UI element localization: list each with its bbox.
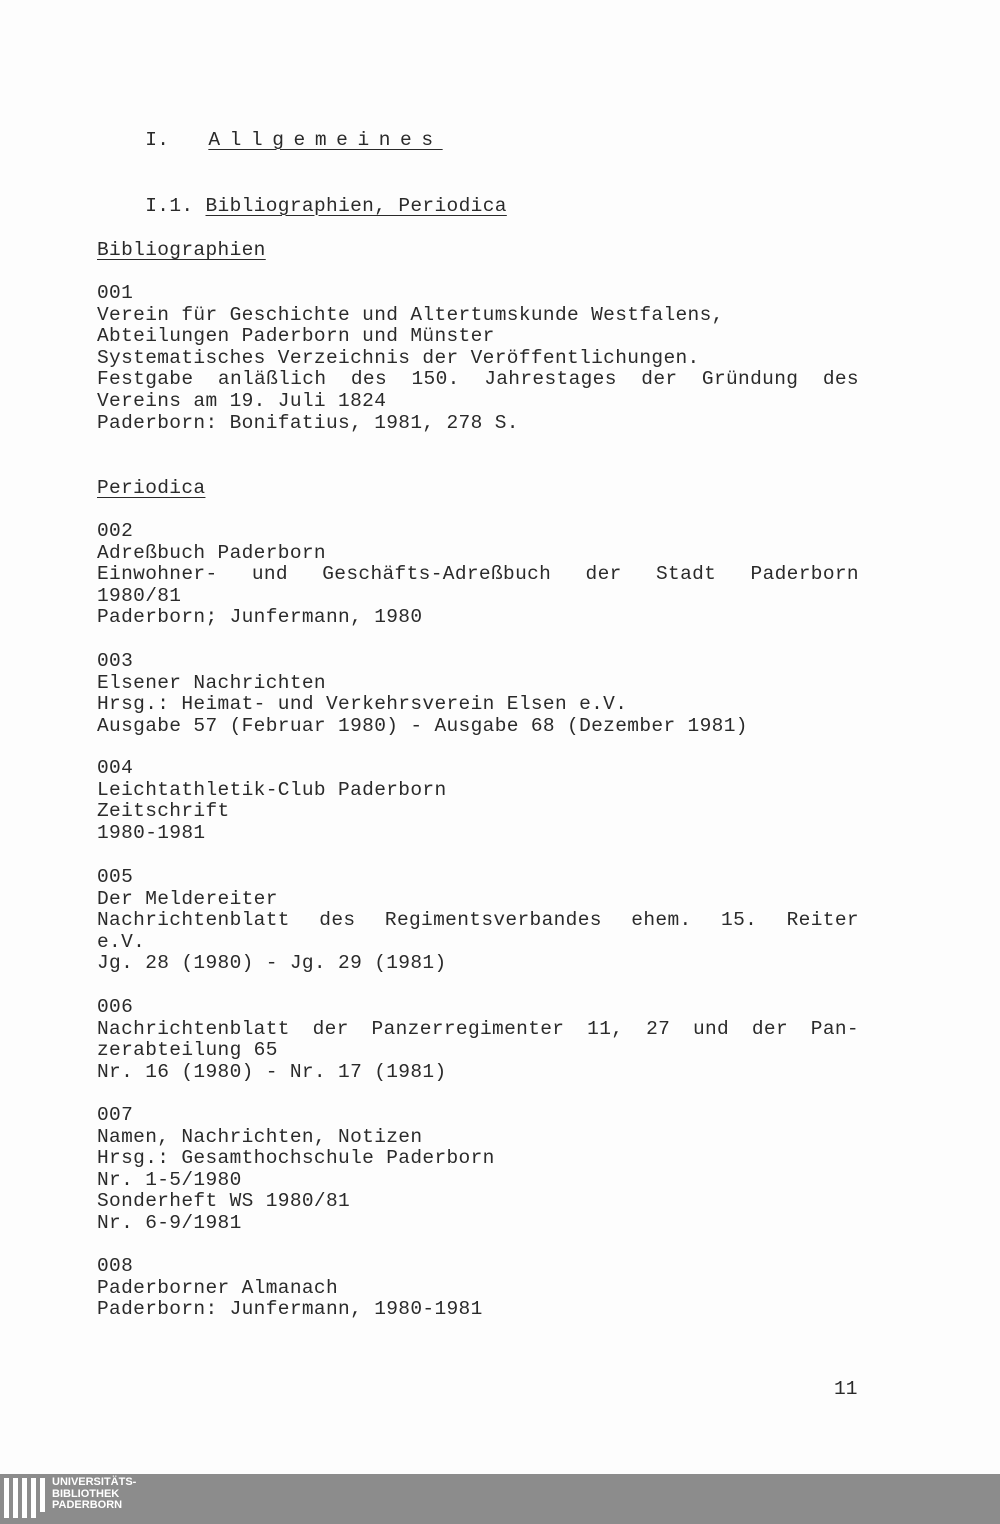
word: Jahrestages [484,368,617,391]
word: Reiter [786,909,859,932]
word: Stadt [655,563,717,586]
logo-line: PADERBORN [52,1499,123,1511]
entry-005 [97,867,859,975]
word: Festgabe [97,368,194,391]
library-footer-bar [0,1474,1000,1524]
library-logo-icon [4,1478,46,1520]
entry-line: 1980/81 [97,584,182,607]
word: 15. [721,909,758,932]
word: 27 [646,1017,671,1040]
entry-line: Sonderheft WS 1980/81 [97,1190,351,1213]
entry-line: Hrsg.: Gesamthochschule Paderborn [97,1147,495,1170]
entry-line: zerabteilung 65 [97,1039,278,1062]
entry-line: Nr. 1-5/1980 [97,1168,242,1191]
entry-003 [97,651,748,737]
logo-line: BIBLIOTHEK [52,1487,120,1500]
entry-line: Nr. 16 (1980) - Nr. 17 (1981) [97,1060,447,1083]
entry-line: Paderborn: Bonifatius, 1981, 278 S. [97,411,519,434]
entry-number: 006 [97,996,134,1018]
subsection-number: I.1. [145,194,194,217]
entry-002 [97,521,859,629]
entry-line-justified [97,1019,859,1041]
entry-line: e.V. [97,930,146,953]
library-logo-text [52,1477,136,1512]
entry-001 [97,283,859,434]
word: und [692,1017,730,1040]
entry-007 [97,1105,495,1235]
entry-line: Paderborner Almanach [97,1276,339,1299]
page-number: 11 [834,1378,858,1400]
entry-line: Jg. 28 (1980) - Jg. 29 (1981) [97,952,447,975]
subsection-heading [97,174,507,239]
entry-number: 007 [97,1104,134,1126]
word: Geschäfts-Adreßbuch [322,563,552,586]
word: Nachrichtenblatt [97,909,290,932]
word: Gründung [701,368,799,391]
entry-line: Ausgabe 57 (Februar 1980) - Ausgabe 68 (Dezember 1981) [97,714,748,737]
entry-line: 1980-1981 [97,821,206,844]
word: 11, [587,1017,624,1040]
entry-line-justified [97,369,859,391]
entry-line: Verein für Geschichte und Altertumskunde Westfalens, [97,303,724,326]
section-number: I. [145,128,170,151]
word: anläßlich [217,368,327,391]
entry-line-justified [97,910,859,932]
entry-line: Paderborn: Junfermann, 1980-1981 [97,1298,483,1321]
word: Paderborn [750,563,859,586]
entry-line: Paderborn; Junfermann, 1980 [97,606,423,629]
word: des [822,368,859,391]
entry-line: Elsener Nachrichten [97,671,326,694]
entry-line: Nr. 6-9/1981 [97,1211,242,1234]
entry-008 [97,1256,483,1321]
word: Panzerregimenter [371,1017,565,1040]
entry-line: Systematisches Verzeichnis der Veröffentlichungen. [97,346,700,369]
entry-line: Hrsg.: Heimat- und Verkehrsverein Elsen e.V. [97,693,628,716]
subsection-title: Bibliographien, Periodica [205,194,507,217]
word: des [350,368,388,391]
word: Regimentsverbandes [384,909,602,932]
section-heading [97,108,443,173]
entry-line: Namen, Nachrichten, Notizen [97,1125,423,1148]
entry-line: Der Meldereiter [97,887,278,910]
word: der [641,368,678,391]
logo-line: UNIVERSITÄTS- [52,1476,137,1488]
entry-004 [97,758,447,844]
word: Einwohner- [97,563,218,586]
entry-line: Vereins am 19. Juli 1824 [97,389,387,412]
entry-line: Zeitschrift [97,800,230,823]
word: der [751,1017,789,1040]
entry-line-justified [97,564,859,586]
word: Pan- [810,1017,859,1040]
entry-number: 004 [97,757,134,779]
entry-number: 005 [97,866,134,888]
section-title: Allgemeines [208,128,443,151]
word: 150. [411,368,460,391]
entry-number: 003 [97,650,134,672]
word: und [251,563,288,586]
entry-number: 002 [97,520,134,542]
heading-bibliographien: Bibliographien [97,239,266,261]
entry-line: Abteilungen Paderborn und Münster [97,325,495,348]
entry-line: Leichtathletik-Club Paderborn [97,778,447,801]
word: des [319,909,356,932]
word: ehem. [631,909,692,932]
heading-periodica: Periodica [97,477,206,499]
word: der [585,563,622,586]
entry-number: 008 [97,1255,134,1277]
entry-number: 001 [97,282,134,304]
word: Nachrichtenblatt [97,1017,290,1040]
word: der [312,1017,349,1040]
entry-006 [97,997,859,1083]
entry-line: Adreßbuch Paderborn [97,541,326,564]
